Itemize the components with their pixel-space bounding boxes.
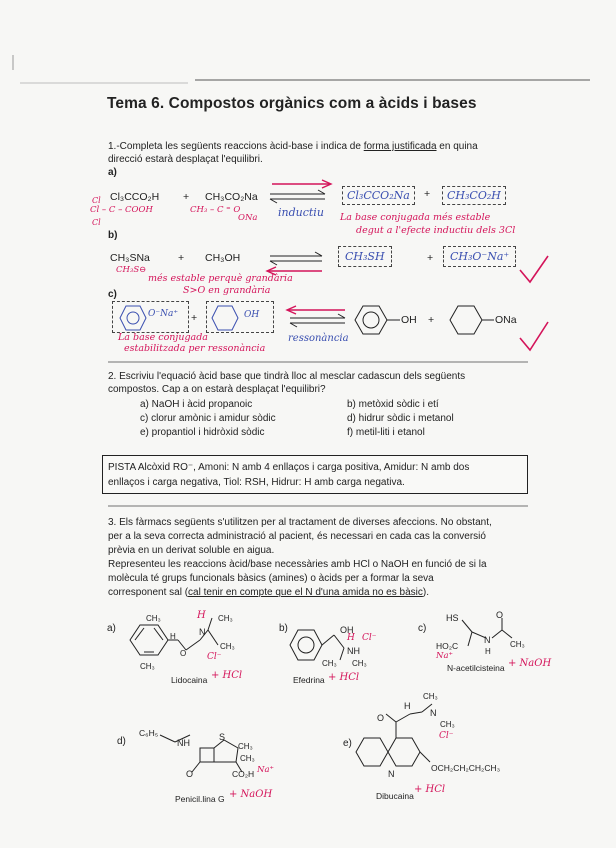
- pen-nh: NH: [177, 738, 190, 748]
- drug-acetylcysteine: N-acetilcisteina: [447, 663, 505, 673]
- checkmark-b: [520, 256, 548, 282]
- q2-line2: compostos. Cap a on estarà desplaçat l'equilibri?: [108, 384, 326, 395]
- hw-dibu-reagent: + HCl: [414, 784, 446, 795]
- dibu-n-ring: N: [388, 769, 395, 779]
- hw-c-note1: La base conjugada: [118, 332, 208, 343]
- q1-intro: [108, 140, 528, 153]
- c-plus: +: [428, 314, 435, 326]
- hw-lido-reagent: + HCl: [211, 670, 243, 681]
- equilibrium-arrow-a: [270, 180, 331, 203]
- hw-a-product1: Cl₃CCO₂Na: [342, 186, 415, 205]
- q1-intro-line2: direcció estarà desplaçat l'equilibri.: [108, 154, 263, 165]
- q2-item-a: a) NaOH i àcid propanoic: [140, 399, 253, 410]
- q3-line4: Representeu les reaccions àcid/base necessàries amb HCl o NaOH en funció de si la: [108, 559, 487, 570]
- efed-nh: NH: [347, 646, 360, 656]
- hw-c-reactant2: OH: [244, 310, 260, 320]
- hw-efed-h: H: [347, 633, 355, 643]
- drug-dibucaine: Dibucaina: [376, 791, 414, 801]
- q3-label-e: e): [343, 738, 352, 749]
- hw-a-product2: CH₃CO₂H: [442, 186, 506, 205]
- efed-h3c: CH₃: [322, 659, 337, 668]
- hw-a-product-plus: +: [424, 188, 431, 200]
- dibucaine-structure: [356, 704, 432, 766]
- q3-line1: 3. Els fàrmacs següents s'utilitzen per al tractament de diverses afeccions. No obstant,: [108, 517, 492, 528]
- hw-acet-na: Na⁺: [436, 651, 453, 661]
- pen-o: O: [186, 769, 194, 779]
- q1-label-b: b): [108, 230, 118, 241]
- hw-b-note1: més estable perquè grandària: [148, 273, 293, 284]
- equilibrium-arrow-b: [267, 252, 322, 275]
- penicillin-structure: [160, 735, 242, 772]
- dibu-ch3-top: CH₃: [423, 692, 438, 701]
- dibu-och: OCH₂CH₂CH₂CH₃: [431, 763, 501, 773]
- acet-o: O: [496, 610, 504, 620]
- q3-line2: per a la seva correcta administració al pacient, és necessari en cada cas la conversió: [108, 531, 486, 542]
- hw-acet-reagent: + NaOH: [508, 658, 552, 669]
- hw-a-note2: degut a l'efecte inductiu dels 3Cl: [356, 225, 516, 236]
- hw-b-product1: CH₃SH: [338, 246, 392, 267]
- drug-lidocaine: Lidocaina: [171, 675, 208, 685]
- hw-a-struct2: Cl – C – COOH: [90, 205, 153, 215]
- q3-line6a: corresponent sal (: [108, 587, 189, 598]
- acet-ch3: CH₃: [510, 640, 525, 649]
- hw-a-struct3: Cl: [92, 218, 101, 227]
- hw-a-struct5: ONa: [238, 213, 258, 223]
- pen-c6h5: C₆H₅: [139, 728, 159, 738]
- hw-b-note2: S>O en grandària: [183, 285, 271, 296]
- pen-s: S: [219, 732, 226, 742]
- phenol-structure: [355, 306, 400, 334]
- hw-lido-h: H: [197, 610, 206, 621]
- q1-label-c: c): [108, 289, 117, 300]
- lido-n: N: [199, 627, 206, 637]
- efed-ch3: CH₃: [352, 659, 367, 668]
- dibu-n: N: [430, 708, 437, 718]
- b-reactant2: CH₃OH: [205, 252, 241, 264]
- hint-box: [102, 455, 528, 494]
- q2-item-d: d) hidrur sòdic i metanol: [347, 413, 454, 424]
- page-title: Tema 6. Compostos orgànics com a àcids i bases: [107, 95, 477, 112]
- b-reactant1: CH₃SNa: [110, 252, 150, 264]
- q2-item-c: c) clorur amònic i amidur sòdic: [140, 413, 276, 424]
- acet-n: N: [484, 635, 491, 645]
- acet-ho2c: HO₂C: [436, 641, 459, 651]
- efed-oh: OH: [340, 625, 354, 635]
- q1-label-a: a): [108, 167, 117, 178]
- hw-b-product-plus: +: [427, 252, 434, 264]
- lido-ch3-r1: CH₃: [218, 614, 233, 623]
- drug-ephedrine: Efedrina: [293, 675, 325, 685]
- hw-b-product2: CH₃O⁻Na⁺: [443, 246, 516, 267]
- hw-dibu-cl: Cl⁻: [439, 731, 454, 741]
- acet-h: H: [485, 647, 491, 656]
- ephedrine-structure: [290, 630, 344, 660]
- hw-efed-reagent: + HCl: [328, 672, 360, 683]
- q3-line6: [108, 586, 429, 599]
- hw-b-struct: CH₃S⊖: [116, 265, 147, 275]
- dibu-h: H: [404, 701, 411, 711]
- c-product2: ONa: [495, 314, 517, 326]
- q1-intro-link: forma justificada: [363, 141, 437, 152]
- a-plus: +: [183, 191, 190, 203]
- hw-c-note2: estabilitzada per ressonància: [124, 343, 266, 354]
- hw-a-struct1: Cl: [92, 196, 101, 205]
- a-reactant2: CH₃CO₂Na: [205, 191, 258, 203]
- hw-c-box2: [206, 301, 274, 333]
- hw-c-reactant-plus: +: [191, 312, 198, 324]
- lido-ch3-r2: CH₃: [220, 642, 235, 651]
- q3-label-c: c): [418, 623, 427, 634]
- c-product1: OH: [401, 314, 417, 326]
- hw-efed-cl: Cl⁻: [362, 633, 377, 643]
- hint-line1: PISTA Alcòxid RO⁻, Amoni: N amb 4 enllaços i carga positiva, Amidur: N amb dos: [108, 462, 470, 473]
- checkmark-c: [520, 322, 548, 350]
- pen-co2h: CO₂H: [232, 769, 255, 779]
- dibu-ch3-right: CH₃: [440, 720, 455, 729]
- q3-line5: molècula té grups funcionals bàsics (amines) o àcids per a formar la seva: [108, 573, 434, 584]
- hw-a-struct4: CH₃ – C ⁼ O: [190, 205, 241, 215]
- pen-ch3-a: CH₃: [238, 742, 253, 751]
- q3-line6b: ).: [422, 587, 429, 598]
- q3-line3: prèvia en un derivat soluble en aigua.: [108, 545, 275, 556]
- hw-c-reactant1: O⁻Na⁺: [148, 309, 179, 319]
- q2-item-f: f) metil-liti i etanol: [347, 427, 425, 438]
- equilibrium-arrow-c: [287, 306, 345, 327]
- lido-h: H: [170, 632, 176, 641]
- q3-label-d: d): [117, 736, 126, 747]
- hw-a-inductiu: inductiu: [278, 206, 324, 219]
- acet-hs: HS: [446, 613, 459, 623]
- q2-item-b: b) metòxid sòdic i etí: [347, 399, 439, 410]
- hw-pen-reagent: + NaOH: [229, 789, 273, 800]
- a-reactant1: Cl₃CCO₂H: [110, 191, 160, 203]
- hw-c-note-arrow: ressonància: [288, 333, 349, 344]
- q1-intro-a: 1.-Completa les següents reaccions àcid-base i indica de: [108, 141, 364, 152]
- q2-line1: 2. Escriviu l'equació àcid base que tindrà lloc al mesclar cadascun dels següents: [108, 371, 466, 382]
- b-plus: +: [178, 252, 185, 264]
- q1-intro-b: en quina: [436, 141, 478, 152]
- hw-lido-cl: Cl⁻: [207, 652, 222, 662]
- q3-line6u: cal tenir en compte que el N d'una amida no es bàsic: [188, 587, 423, 598]
- hw-a-note1: La base conjugada més estable: [340, 212, 491, 223]
- q3-label-a: a): [107, 623, 116, 634]
- hint-line2: enllaços i carga negativa, Tiol: RSH, Hidrur: H amb carga negativa.: [108, 477, 405, 488]
- lido-ch3-bottom: CH₃: [140, 662, 155, 671]
- hw-pen-na: Na⁺: [257, 765, 274, 775]
- pen-ch3-b: CH₃: [240, 754, 255, 763]
- cyclohexanol-na-structure: [450, 306, 494, 334]
- q2-item-e: e) propantiol i hidròxid sòdic: [140, 427, 265, 438]
- dibu-o: O: [377, 713, 385, 723]
- q3-label-b: b): [279, 623, 288, 634]
- lido-ch3-top: CH₃: [146, 614, 161, 623]
- lido-o: O: [180, 649, 187, 658]
- drug-penicillin: Penicil.lina G: [175, 794, 225, 804]
